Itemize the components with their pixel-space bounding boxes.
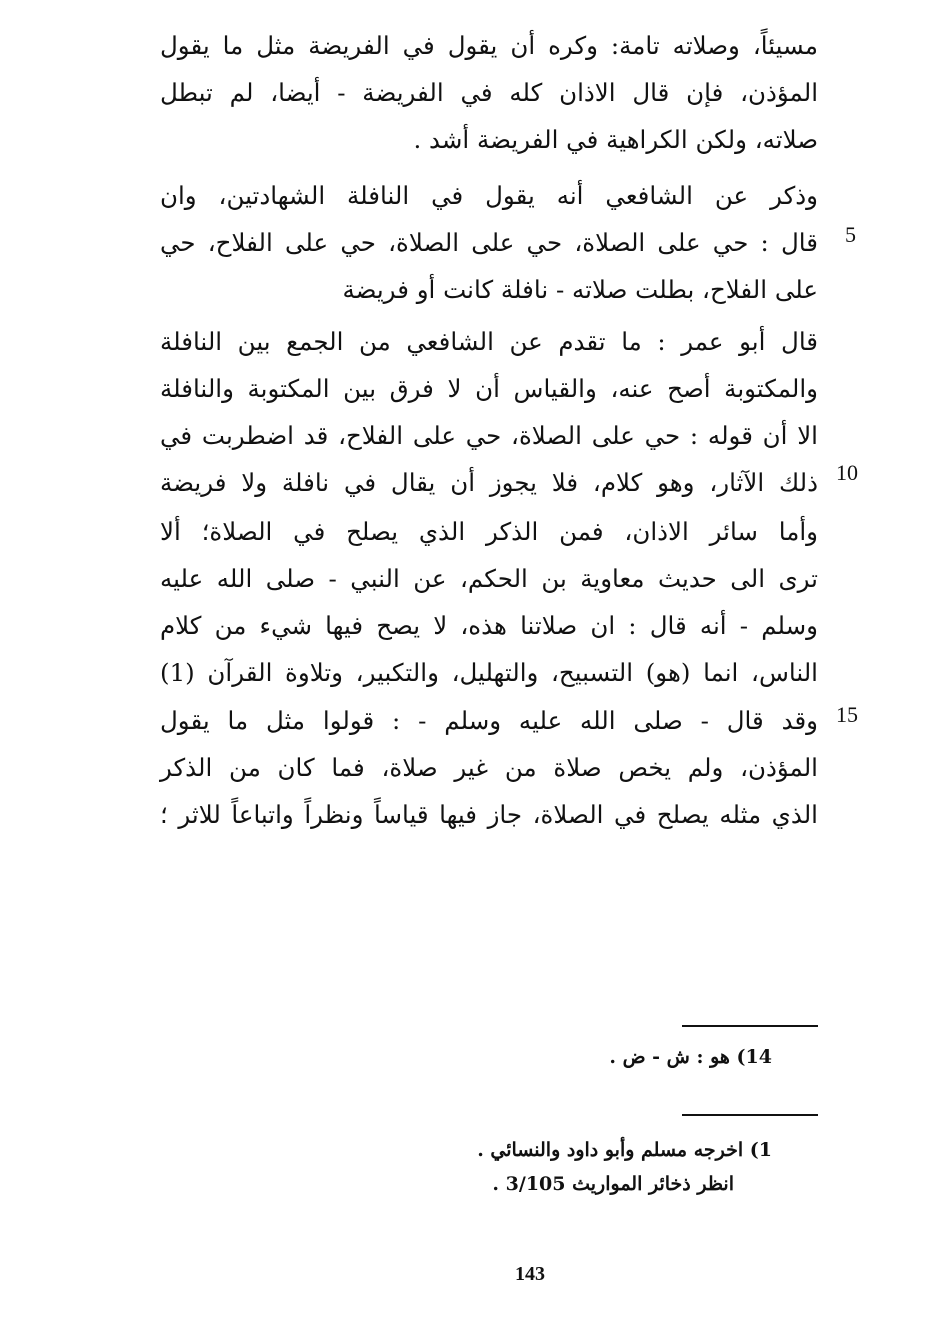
text-line: والمكتوبة أصح عنه، والقياس أن لا فرق بين المكتوبة والنافلة <box>160 374 818 403</box>
paragraph-1 <box>160 22 818 163</box>
text-line: وذكر عن الشافعي أنه يقول في النافلة الشهادتين، وان <box>160 181 818 210</box>
text-line: الا أن قوله : حي على الصلاة، حي على الفلاح، قد اضطربت في <box>160 421 818 450</box>
text-line: مسيئاً، وصلاته تامة: وكره أن يقول في الفريضة مثل ما يقول <box>160 31 818 60</box>
text-line: قال : حي على الصلاة، حي على الصلاة، حي على الفلاح، حي <box>160 228 818 257</box>
text-line: المؤذن، فإن قال الاذان كله في الفريضة - أيضا، لم تبطل <box>160 78 818 107</box>
line-number-10: 10 <box>836 460 858 485</box>
source-footnote <box>477 1133 772 1201</box>
text-line: وسلم - أنه قال : ان صلاتنا هذه، لا يصح فيها شيء من كلام <box>160 611 818 640</box>
text-line: على الفلاح، بطلت صلاته - نافلة كانت أو فريضة <box>342 275 818 304</box>
text-line: ترى الى حديث معاوية بن الحكم، عن النبي - صلى الله عليه <box>160 564 818 593</box>
text-line: الذي مثله يصلح في الصلاة، جاز فيها قياساً ونظراً واتباعاً للاثر ؛ <box>160 800 818 829</box>
text-line: قال أبو عمر : ما تقدم عن الشافعي من الجمع بين النافلة <box>160 327 818 356</box>
page-number: 143 <box>515 1263 545 1285</box>
paragraph-3 <box>160 318 818 506</box>
text-line: المؤذن، ولم يخص صلاة من غير صلاة، فما كان من الذكر <box>160 753 818 782</box>
text-line: الناس، انما (هو) التسبيح، والتهليل، والتكبير، وتلاوة القرآن (1) <box>160 658 818 687</box>
footnote-rule-2 <box>682 1114 818 1116</box>
line-number-15: 15 <box>836 702 858 727</box>
variant-footnote <box>609 1040 772 1074</box>
text-line: ذلك الآثار، وهو كلام، فلا يجوز أن يقال في نافلة ولا فريضة <box>160 468 818 497</box>
text-line: وقد قال - صلى الله عليه وسلم - : قولوا مثل ما يقول <box>160 706 818 735</box>
footnote-line: 1) اخرجه مسلم وأبو داود والنسائي . <box>477 1139 772 1161</box>
text-line: وأما سائر الاذان، فمن الذكر الذي يصلح في الصلاة؛ ألا <box>160 517 818 546</box>
text-line: صلاته، ولكن الكراهية في الفريضة أشد . <box>413 125 818 154</box>
paragraph-4 <box>160 508 818 696</box>
paragraph-5 <box>160 697 818 838</box>
paragraph-2 <box>160 172 818 313</box>
footnote-rule-1 <box>682 1025 818 1027</box>
line-number-5: 5 <box>845 222 856 247</box>
footnote-line: 14) هو : ش - ض . <box>609 1046 772 1068</box>
footnote-line: انظر ذخائر المواريث 3/105 . <box>492 1173 734 1195</box>
